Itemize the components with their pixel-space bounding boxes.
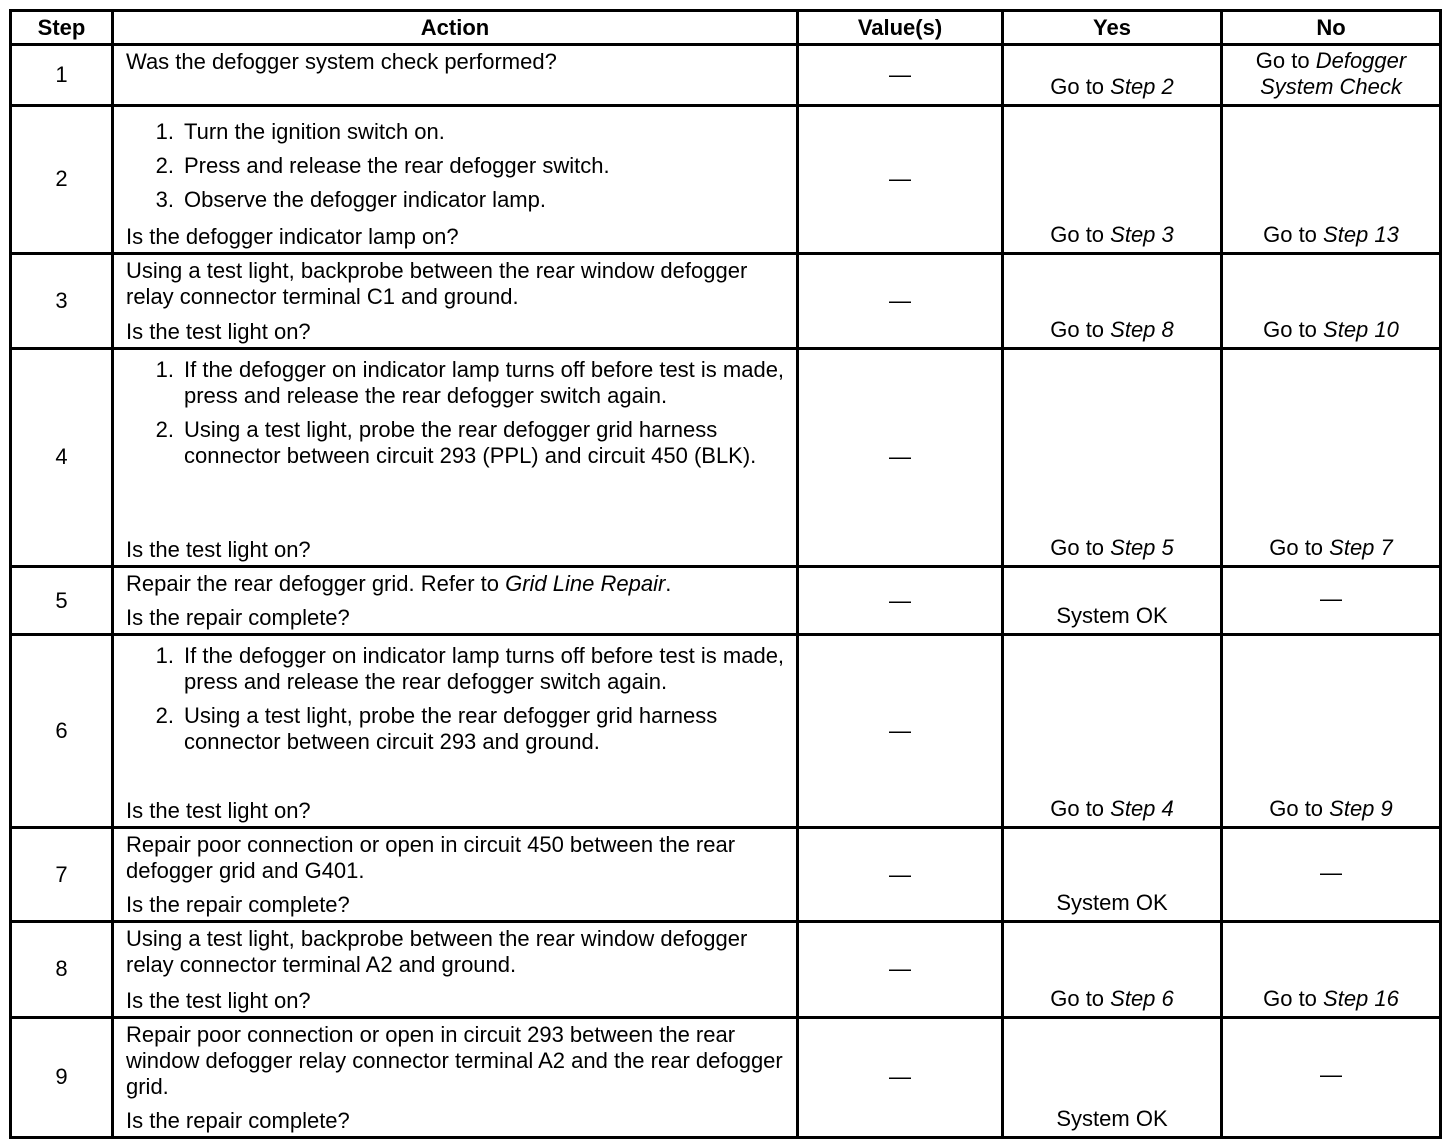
action-question: Is the repair complete?: [126, 892, 350, 918]
action-cell: [113, 349, 798, 567]
header-no: No: [1222, 11, 1441, 45]
no-text: Go to: [1269, 795, 1330, 821]
header-step: Step: [11, 11, 113, 45]
no-text: —: [1320, 859, 1342, 885]
action-question: Is the repair complete?: [126, 1108, 350, 1133]
value-cell: —: [798, 45, 1003, 106]
yes-step-link: Step 4: [1110, 795, 1174, 821]
yes-cell: [1003, 827, 1222, 921]
action-text-main: Using a test light, backprobe between the rear window defogger relay connector terminal A2 and ground.: [126, 926, 748, 978]
substep: [126, 119, 792, 145]
substep-text: If the defogger on indicator lamp turns off before test is made, press and release the rear defogger switch again.: [184, 643, 785, 695]
no-cell: [1222, 635, 1441, 828]
table-row: [11, 1017, 1441, 1137]
table-row: [11, 827, 1441, 921]
yes-step-link: Step 2: [1110, 74, 1174, 100]
no-text: Go to: [1263, 221, 1324, 247]
substep: [126, 703, 792, 755]
no-cell: [1222, 253, 1441, 348]
table-row: [11, 106, 1441, 254]
no-step-link: Step 16: [1323, 985, 1399, 1011]
substep-number: 2.: [155, 417, 174, 443]
no-step-link: Step 7: [1329, 534, 1393, 560]
step-number: 6: [11, 635, 113, 828]
table-row: [11, 922, 1441, 1017]
no-step-link: Step 13: [1323, 221, 1399, 247]
step-number: 3: [11, 253, 113, 348]
substep: [126, 187, 792, 213]
action-question: Is the test light on?: [126, 536, 311, 562]
action-text-main: Repair the rear defogger grid. Refer to: [126, 570, 506, 596]
step-number: 9: [11, 1017, 113, 1137]
step-number: 4: [11, 349, 113, 567]
step-number: 8: [11, 922, 113, 1017]
header-action: Action: [113, 11, 798, 45]
action-question: Is the test light on?: [126, 987, 311, 1013]
value-cell: —: [798, 253, 1003, 348]
value-cell: —: [798, 566, 1003, 634]
action-question: Is the test light on?: [126, 319, 311, 345]
step-number: 2: [11, 106, 113, 254]
yes-step-link: Step 6: [1110, 985, 1174, 1011]
table-row: [11, 349, 1441, 567]
substep: [126, 357, 792, 409]
no-cell: [1222, 1017, 1441, 1137]
yes-text: Go to: [1050, 317, 1111, 343]
value-cell: —: [798, 922, 1003, 1017]
header-values: Value(s): [798, 11, 1003, 45]
action-cell: [113, 922, 798, 1017]
yes-step-link: Step 5: [1110, 534, 1174, 560]
action-cell: [113, 1017, 798, 1137]
action-cell: [113, 106, 798, 254]
yes-text: Go to: [1050, 795, 1111, 821]
action-question: Is the repair complete?: [126, 605, 350, 631]
substep-text: Using a test light, probe the rear defogger grid harness connector between circuit 293 and ground.: [184, 703, 718, 755]
step-number: 7: [11, 827, 113, 921]
action-text: [126, 258, 792, 310]
yes-cell: [1003, 1017, 1222, 1137]
action-text-end: .: [665, 570, 672, 596]
no-text: Go to: [1263, 317, 1324, 343]
action-text: [126, 926, 792, 978]
substep-text: Observe the defogger indicator lamp.: [184, 187, 546, 213]
yes-step-link: Step 3: [1110, 221, 1174, 247]
substep-number: 2.: [155, 153, 174, 179]
yes-text: Go to: [1050, 534, 1111, 560]
no-cell: [1222, 45, 1441, 106]
action-text: [126, 1022, 792, 1100]
action-text-main: Repair poor connection or open in circuit 293 between the rear window defogger relay connector terminal A2 and the rear defogger grid.: [126, 1021, 783, 1099]
action-cell: [113, 45, 798, 106]
yes-cell: [1003, 635, 1222, 828]
action-question: Is the test light on?: [126, 797, 311, 823]
no-cell: [1222, 827, 1441, 921]
yes-text: System OK: [1056, 890, 1168, 916]
substep-number: 1.: [155, 643, 174, 669]
yes-text: Go to: [1050, 221, 1111, 247]
header-yes: Yes: [1003, 11, 1222, 45]
substep-number: 2.: [155, 703, 174, 729]
no-text: —: [1320, 585, 1342, 611]
yes-text: System OK: [1056, 1106, 1168, 1131]
action-cell: [113, 827, 798, 921]
substep: [126, 643, 792, 695]
no-text: Go to: [1255, 48, 1316, 73]
no-text: Go to: [1263, 985, 1324, 1011]
table-row: [11, 635, 1441, 828]
table-row: [11, 253, 1441, 348]
substep: [126, 417, 792, 469]
yes-text: Go to: [1050, 985, 1111, 1011]
action-question: Was the defogger system check performed?: [126, 49, 557, 74]
no-cell: [1222, 922, 1441, 1017]
no-step-link: Step 9: [1329, 795, 1393, 821]
value-cell: —: [798, 827, 1003, 921]
no-step-link: Step 10: [1323, 317, 1399, 343]
yes-cell: [1003, 566, 1222, 634]
step-number: 1: [11, 45, 113, 106]
substep-text: Using a test light, probe the rear defogger grid harness connector between circuit 293 (PPL) and circuit 450 (BLK).: [184, 417, 757, 469]
yes-cell: [1003, 253, 1222, 348]
action-cell: [113, 566, 798, 634]
yes-cell: [1003, 922, 1222, 1017]
action-text-main: Repair poor connection or open in circuit 450 between the rear defogger grid and G401.: [126, 831, 736, 883]
action-text-main: Using a test light, backprobe between the rear window defogger relay connector terminal C1 and ground.: [126, 257, 748, 309]
action-question: Is the defogger indicator lamp on?: [126, 223, 459, 249]
yes-text: System OK: [1056, 603, 1168, 629]
substep-number: 3.: [155, 187, 174, 213]
action-cell: [113, 253, 798, 348]
substep-number: 1.: [155, 357, 174, 383]
action-text: [126, 832, 792, 884]
yes-cell: [1003, 349, 1222, 567]
value-cell: —: [798, 106, 1003, 254]
substep-text: Turn the ignition switch on.: [184, 119, 445, 145]
no-cell: [1222, 566, 1441, 634]
substep: [126, 153, 792, 179]
no-text: —: [1320, 1062, 1342, 1088]
procedure-reference: Grid Line Repair: [505, 570, 666, 596]
yes-cell: [1003, 45, 1222, 106]
action-text: [126, 571, 792, 597]
header-row: [11, 11, 1441, 45]
substep-text: If the defogger on indicator lamp turns off before test is made, press and release the rear defogger switch again.: [184, 357, 785, 409]
value-cell: —: [798, 1017, 1003, 1137]
no-cell: [1222, 349, 1441, 567]
table-row: [11, 45, 1441, 106]
yes-cell: [1003, 106, 1222, 254]
table-row: [11, 566, 1441, 634]
substep-text: Press and release the rear defogger switch.: [184, 153, 610, 179]
yes-step-link: Step 8: [1110, 317, 1174, 343]
substep-number: 1.: [155, 119, 174, 145]
step-number: 5: [11, 566, 113, 634]
no-cell: [1222, 106, 1441, 254]
yes-text: Go to: [1050, 74, 1111, 100]
value-cell: —: [798, 635, 1003, 828]
no-text: Go to: [1269, 534, 1330, 560]
diagnostic-table: [9, 9, 1442, 1139]
action-cell: [113, 635, 798, 828]
no-step-link: Defogger System Check: [1260, 48, 1407, 99]
value-cell: —: [798, 349, 1003, 567]
